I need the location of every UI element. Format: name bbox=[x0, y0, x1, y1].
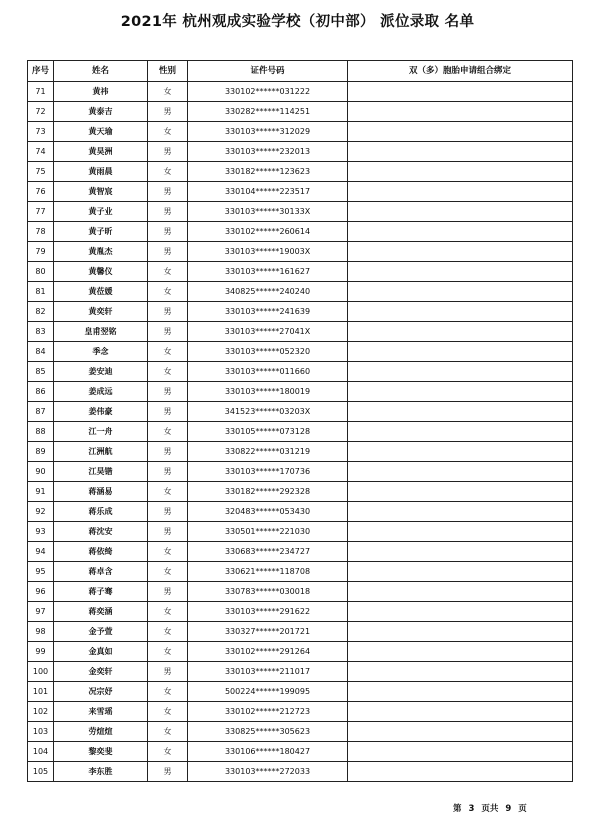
cell-serial: 94 bbox=[28, 542, 54, 562]
cell-id-number: 330182******292328 bbox=[188, 482, 348, 502]
cell-gender: 男 bbox=[148, 502, 188, 522]
cell-gender: 男 bbox=[148, 222, 188, 242]
cell-id-number: 330103******180019 bbox=[188, 382, 348, 402]
cell-id-number: 330103******312029 bbox=[188, 122, 348, 142]
cell-gender: 男 bbox=[148, 442, 188, 462]
cell-serial: 95 bbox=[28, 562, 54, 582]
cell-gender: 男 bbox=[148, 662, 188, 682]
cell-twin-binding bbox=[348, 722, 573, 742]
cell-gender: 男 bbox=[148, 242, 188, 262]
cell-twin-binding bbox=[348, 342, 573, 362]
cell-gender: 女 bbox=[148, 422, 188, 442]
cell-twin-binding bbox=[348, 682, 573, 702]
cell-id-number: 330103******232013 bbox=[188, 142, 348, 162]
cell-gender: 男 bbox=[148, 402, 188, 422]
table-row bbox=[28, 242, 573, 262]
table-row bbox=[28, 562, 573, 582]
cell-twin-binding bbox=[348, 282, 573, 302]
cell-twin-binding bbox=[348, 302, 573, 322]
cell-gender: 男 bbox=[148, 202, 188, 222]
cell-gender: 男 bbox=[148, 302, 188, 322]
table-row bbox=[28, 522, 573, 542]
cell-name: 黄智宸 bbox=[54, 182, 148, 202]
cell-twin-binding bbox=[348, 222, 573, 242]
cell-serial: 84 bbox=[28, 342, 54, 362]
table-row bbox=[28, 422, 573, 442]
cell-name: 季念 bbox=[54, 342, 148, 362]
cell-twin-binding bbox=[348, 542, 573, 562]
table-row bbox=[28, 482, 573, 502]
cell-id-number: 330103******30133X bbox=[188, 202, 348, 222]
cell-name: 李东胜 bbox=[54, 762, 148, 782]
cell-serial: 87 bbox=[28, 402, 54, 422]
table-row bbox=[28, 462, 573, 482]
cell-serial: 76 bbox=[28, 182, 54, 202]
table-row bbox=[28, 102, 573, 122]
cell-serial: 88 bbox=[28, 422, 54, 442]
cell-name: 金奕轩 bbox=[54, 662, 148, 682]
cell-id-number: 330103******19003X bbox=[188, 242, 348, 262]
cell-gender: 男 bbox=[148, 522, 188, 542]
header-gender: 性别 bbox=[148, 61, 188, 82]
table-row bbox=[28, 682, 573, 702]
cell-name: 蒋卓含 bbox=[54, 562, 148, 582]
table-row bbox=[28, 302, 573, 322]
cell-gender: 女 bbox=[148, 122, 188, 142]
cell-id-number: 330103******011660 bbox=[188, 362, 348, 382]
cell-gender: 男 bbox=[148, 382, 188, 402]
table-row bbox=[28, 282, 573, 302]
cell-serial: 102 bbox=[28, 702, 54, 722]
cell-name: 黄子业 bbox=[54, 202, 148, 222]
header-name: 姓名 bbox=[54, 61, 148, 82]
cell-id-number: 341523******03203X bbox=[188, 402, 348, 422]
cell-serial: 92 bbox=[28, 502, 54, 522]
cell-name: 江洲航 bbox=[54, 442, 148, 462]
table-row bbox=[28, 162, 573, 182]
cell-twin-binding bbox=[348, 502, 573, 522]
cell-serial: 82 bbox=[28, 302, 54, 322]
cell-serial: 81 bbox=[28, 282, 54, 302]
cell-twin-binding bbox=[348, 602, 573, 622]
cell-id-number: 330103******211017 bbox=[188, 662, 348, 682]
cell-serial: 90 bbox=[28, 462, 54, 482]
cell-name: 姜成远 bbox=[54, 382, 148, 402]
cell-name: 蒋奕涵 bbox=[54, 602, 148, 622]
page-indicator bbox=[453, 802, 531, 814]
cell-id-number: 330103******170736 bbox=[188, 462, 348, 482]
cell-gender: 女 bbox=[148, 162, 188, 182]
cell-twin-binding bbox=[348, 362, 573, 382]
cell-twin-binding bbox=[348, 242, 573, 262]
cell-id-number: 330105******073128 bbox=[188, 422, 348, 442]
cell-id-number: 330783******030018 bbox=[188, 582, 348, 602]
table-row bbox=[28, 442, 573, 462]
cell-id-number: 330501******221030 bbox=[188, 522, 348, 542]
cell-serial: 72 bbox=[28, 102, 54, 122]
cell-name: 姜安迪 bbox=[54, 362, 148, 382]
table-row bbox=[28, 262, 573, 282]
cell-id-number: 330282******114251 bbox=[188, 102, 348, 122]
table-row bbox=[28, 362, 573, 382]
cell-id-number: 330327******201721 bbox=[188, 622, 348, 642]
current-page: 3 bbox=[468, 804, 475, 814]
table-row bbox=[28, 222, 573, 242]
table-row bbox=[28, 182, 573, 202]
page-end-label: 页 bbox=[518, 804, 527, 814]
cell-twin-binding bbox=[348, 522, 573, 542]
cell-twin-binding bbox=[348, 742, 573, 762]
table-row bbox=[28, 542, 573, 562]
table-row bbox=[28, 142, 573, 162]
cell-twin-binding bbox=[348, 422, 573, 442]
cell-gender: 女 bbox=[148, 702, 188, 722]
cell-name: 黄泰吉 bbox=[54, 102, 148, 122]
cell-serial: 101 bbox=[28, 682, 54, 702]
table-row bbox=[28, 202, 573, 222]
table-row bbox=[28, 702, 573, 722]
cell-serial: 79 bbox=[28, 242, 54, 262]
cell-name: 江昊锴 bbox=[54, 462, 148, 482]
table-row bbox=[28, 322, 573, 342]
table-row bbox=[28, 762, 573, 782]
cell-name: 黄子昕 bbox=[54, 222, 148, 242]
cell-twin-binding bbox=[348, 322, 573, 342]
cell-serial: 86 bbox=[28, 382, 54, 402]
cell-gender: 女 bbox=[148, 342, 188, 362]
cell-gender: 男 bbox=[148, 142, 188, 162]
cell-serial: 89 bbox=[28, 442, 54, 462]
cell-twin-binding bbox=[348, 382, 573, 402]
cell-name: 黄雨晨 bbox=[54, 162, 148, 182]
table-row bbox=[28, 662, 573, 682]
cell-serial: 100 bbox=[28, 662, 54, 682]
total-pages: 9 bbox=[505, 804, 512, 814]
cell-id-number: 330182******123623 bbox=[188, 162, 348, 182]
cell-twin-binding bbox=[348, 202, 573, 222]
cell-id-number: 330103******052320 bbox=[188, 342, 348, 362]
cell-twin-binding bbox=[348, 82, 573, 102]
table-row bbox=[28, 502, 573, 522]
cell-name: 黄莅媛 bbox=[54, 282, 148, 302]
cell-twin-binding bbox=[348, 462, 573, 482]
cell-name: 皇甫翌铭 bbox=[54, 322, 148, 342]
table-row bbox=[28, 602, 573, 622]
cell-name: 黄天瑜 bbox=[54, 122, 148, 142]
cell-twin-binding bbox=[348, 662, 573, 682]
cell-serial: 78 bbox=[28, 222, 54, 242]
cell-serial: 77 bbox=[28, 202, 54, 222]
cell-id-number: 330103******27041X bbox=[188, 322, 348, 342]
cell-name: 蒋沈安 bbox=[54, 522, 148, 542]
cell-name: 黄胤杰 bbox=[54, 242, 148, 262]
cell-name: 黎奕斐 bbox=[54, 742, 148, 762]
cell-name: 黄馨仪 bbox=[54, 262, 148, 282]
cell-name: 黄昊洲 bbox=[54, 142, 148, 162]
cell-id-number: 330825******305623 bbox=[188, 722, 348, 742]
cell-twin-binding bbox=[348, 142, 573, 162]
cell-name: 黄奕轩 bbox=[54, 302, 148, 322]
cell-serial: 93 bbox=[28, 522, 54, 542]
cell-gender: 女 bbox=[148, 482, 188, 502]
table-row bbox=[28, 402, 573, 422]
cell-serial: 103 bbox=[28, 722, 54, 742]
cell-id-number: 330683******234727 bbox=[188, 542, 348, 562]
cell-name: 蒋子骞 bbox=[54, 582, 148, 602]
cell-serial: 104 bbox=[28, 742, 54, 762]
table-row bbox=[28, 382, 573, 402]
cell-gender: 女 bbox=[148, 562, 188, 582]
cell-serial: 99 bbox=[28, 642, 54, 662]
cell-name: 黄祎 bbox=[54, 82, 148, 102]
cell-gender: 女 bbox=[148, 542, 188, 562]
cell-serial: 85 bbox=[28, 362, 54, 382]
cell-twin-binding bbox=[348, 762, 573, 782]
cell-name: 蒋涵易 bbox=[54, 482, 148, 502]
table-row bbox=[28, 622, 573, 642]
table-row bbox=[28, 642, 573, 662]
cell-gender: 男 bbox=[148, 462, 188, 482]
table-row bbox=[28, 342, 573, 362]
cell-id-number: 330621******118708 bbox=[188, 562, 348, 582]
cell-serial: 96 bbox=[28, 582, 54, 602]
page-title: 2021年 杭州观成实验学校（初中部） 派位录取 名单 bbox=[120, 14, 475, 30]
table-row bbox=[28, 582, 573, 602]
cell-twin-binding bbox=[348, 622, 573, 642]
cell-twin-binding bbox=[348, 642, 573, 662]
cell-serial: 83 bbox=[28, 322, 54, 342]
cell-gender: 女 bbox=[148, 362, 188, 382]
cell-id-number: 330104******223517 bbox=[188, 182, 348, 202]
cell-gender: 女 bbox=[148, 82, 188, 102]
page-label: 第 bbox=[453, 804, 462, 814]
cell-serial: 71 bbox=[28, 82, 54, 102]
cell-twin-binding bbox=[348, 442, 573, 462]
cell-twin-binding bbox=[348, 262, 573, 282]
table-row bbox=[28, 82, 573, 102]
cell-twin-binding bbox=[348, 482, 573, 502]
table-body bbox=[28, 82, 573, 782]
cell-name: 金予萱 bbox=[54, 622, 148, 642]
header-serial: 序号 bbox=[28, 61, 54, 82]
cell-serial: 73 bbox=[28, 122, 54, 142]
cell-id-number: 330103******291622 bbox=[188, 602, 348, 622]
cell-serial: 91 bbox=[28, 482, 54, 502]
cell-gender: 女 bbox=[148, 282, 188, 302]
cell-serial: 75 bbox=[28, 162, 54, 182]
cell-twin-binding bbox=[348, 102, 573, 122]
cell-name: 金真如 bbox=[54, 642, 148, 662]
cell-id-number: 320483******053430 bbox=[188, 502, 348, 522]
cell-gender: 女 bbox=[148, 682, 188, 702]
cell-serial: 105 bbox=[28, 762, 54, 782]
cell-id-number: 330106******180427 bbox=[188, 742, 348, 762]
cell-gender: 男 bbox=[148, 762, 188, 782]
cell-id-number: 330102******031222 bbox=[188, 82, 348, 102]
cell-gender: 女 bbox=[148, 622, 188, 642]
cell-id-number: 330103******241639 bbox=[188, 302, 348, 322]
cell-name: 蒋乐成 bbox=[54, 502, 148, 522]
cell-twin-binding bbox=[348, 182, 573, 202]
cell-id-number: 330103******161627 bbox=[188, 262, 348, 282]
table-row bbox=[28, 742, 573, 762]
cell-name: 江一舟 bbox=[54, 422, 148, 442]
cell-id-number: 340825******240240 bbox=[188, 282, 348, 302]
cell-twin-binding bbox=[348, 402, 573, 422]
page-total-label: 页共 bbox=[481, 804, 499, 814]
cell-name: 况宗妤 bbox=[54, 682, 148, 702]
cell-gender: 女 bbox=[148, 642, 188, 662]
cell-id-number: 330102******212723 bbox=[188, 702, 348, 722]
table-row bbox=[28, 722, 573, 742]
header-twin-binding: 双（多）胞胎申请组合绑定 bbox=[348, 61, 573, 82]
cell-name: 来雪瑶 bbox=[54, 702, 148, 722]
cell-gender: 女 bbox=[148, 262, 188, 282]
cell-name: 姜伟豪 bbox=[54, 402, 148, 422]
cell-gender: 男 bbox=[148, 182, 188, 202]
cell-id-number: 330102******260614 bbox=[188, 222, 348, 242]
header-id-number: 证件号码 bbox=[188, 61, 348, 82]
cell-gender: 男 bbox=[148, 322, 188, 342]
cell-gender: 女 bbox=[148, 742, 188, 762]
cell-gender: 男 bbox=[148, 582, 188, 602]
cell-id-number: 330103******272033 bbox=[188, 762, 348, 782]
cell-gender: 男 bbox=[148, 102, 188, 122]
cell-name: 劳煊煊 bbox=[54, 722, 148, 742]
cell-id-number: 330822******031219 bbox=[188, 442, 348, 462]
cell-serial: 98 bbox=[28, 622, 54, 642]
table-header-row bbox=[28, 61, 573, 82]
cell-serial: 97 bbox=[28, 602, 54, 622]
cell-id-number: 500224******199095 bbox=[188, 682, 348, 702]
table-row bbox=[28, 122, 573, 142]
cell-twin-binding bbox=[348, 702, 573, 722]
cell-serial: 80 bbox=[28, 262, 54, 282]
admission-table bbox=[27, 60, 573, 782]
cell-twin-binding bbox=[348, 122, 573, 142]
cell-serial: 74 bbox=[28, 142, 54, 162]
cell-id-number: 330102******291264 bbox=[188, 642, 348, 662]
cell-twin-binding bbox=[348, 162, 573, 182]
cell-twin-binding bbox=[348, 562, 573, 582]
cell-gender: 女 bbox=[148, 722, 188, 742]
cell-gender: 女 bbox=[148, 602, 188, 622]
cell-name: 蒋依绮 bbox=[54, 542, 148, 562]
cell-twin-binding bbox=[348, 582, 573, 602]
